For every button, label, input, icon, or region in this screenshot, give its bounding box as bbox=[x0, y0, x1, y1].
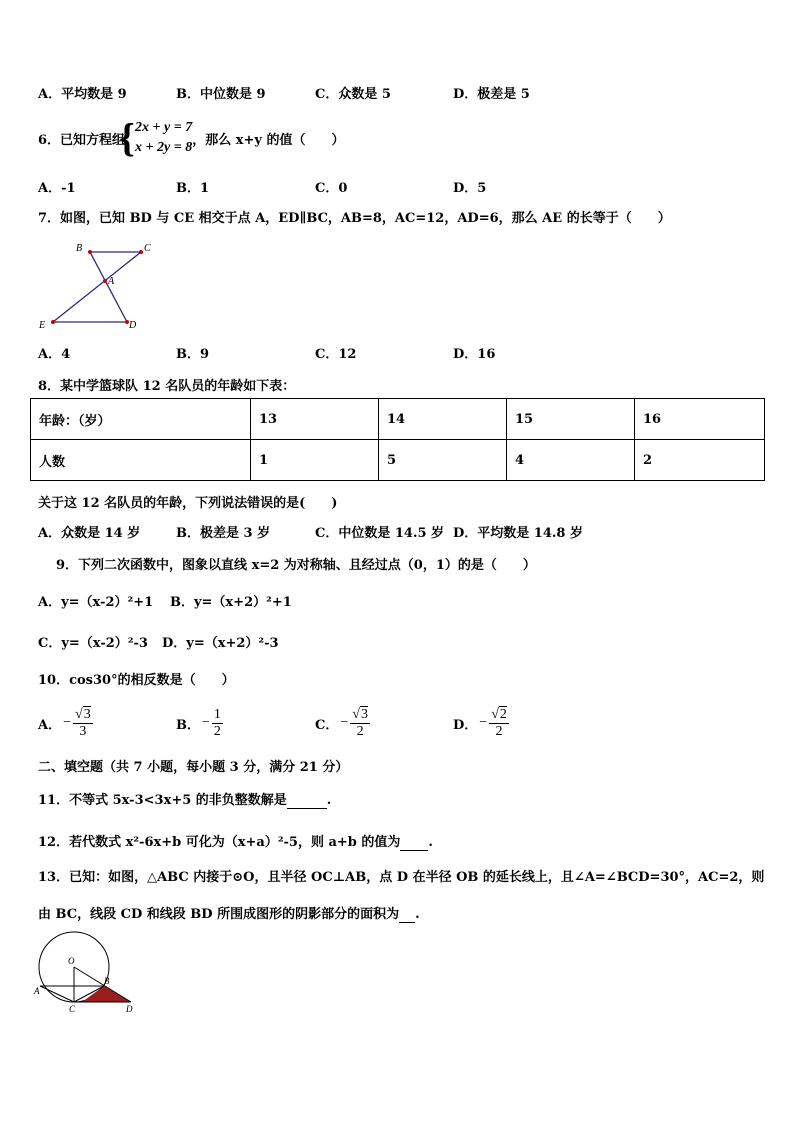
option-label: B． bbox=[176, 717, 200, 733]
q5-option-d: D．极差是 5 bbox=[453, 87, 530, 102]
q9-option-c: C．y=（x-2）²-3 bbox=[38, 636, 148, 651]
q13-end: . bbox=[415, 907, 420, 922]
question-7-text: 7．如图，已知 BD 与 CE 相交于点 A，ED∥BC，AB=8，AC=12，AD=6，那么 AE 的长等于（ ） bbox=[38, 211, 671, 226]
q5-option-c: C．众数是 5 bbox=[315, 87, 391, 102]
numerator: 3 bbox=[83, 707, 91, 722]
table-cell: 14 bbox=[379, 399, 507, 440]
q9-option-b: B．y=（x+2）²+1 bbox=[170, 595, 292, 610]
q7-option-d: D．16 bbox=[453, 347, 496, 362]
q13-text: 由 BC，线段 CD 和线段 BD 所围成图形的阴影部分的面积为 bbox=[38, 907, 400, 922]
denominator: 2 bbox=[495, 724, 503, 739]
q12-end: . bbox=[428, 835, 433, 850]
q7-option-b: B．9 bbox=[176, 347, 210, 362]
sqrt-icon: √ bbox=[75, 707, 83, 722]
label-d: D bbox=[129, 320, 137, 331]
q9-option-a: A．y=（x-2）²+1 bbox=[38, 595, 154, 610]
q6-prefix: 6．已知方程组 bbox=[38, 132, 126, 148]
label-c: C bbox=[69, 1004, 76, 1014]
sqrt-icon: √ bbox=[491, 707, 499, 722]
table-cell: 1 bbox=[251, 440, 379, 481]
label-a: A bbox=[108, 276, 115, 287]
q13-figure bbox=[34, 930, 139, 1014]
point-c bbox=[139, 250, 143, 254]
q6-option-a: A．-1 bbox=[38, 181, 76, 196]
question-6 bbox=[38, 115, 345, 160]
numerator: 2 bbox=[499, 707, 507, 722]
q13-line2 bbox=[38, 903, 420, 923]
q13-line1: 13．已知：如图，△ABC 内接于⊙O，且半径 OC⊥AB，点 D 在半径 OB 的延长线上，且∠A=∠BCD=30°，AC=2，则 bbox=[38, 870, 765, 885]
table-cell: 5 bbox=[379, 440, 507, 481]
table-cell: 16 bbox=[635, 399, 765, 440]
table-cell: 15 bbox=[507, 399, 635, 440]
section-2-heading: 二、填空题（共 7 小题，每小题 3 分，满分 21 分） bbox=[38, 760, 349, 775]
numerator: 1 bbox=[213, 706, 221, 722]
fraction bbox=[212, 707, 223, 740]
segment-bd bbox=[90, 252, 127, 322]
q6-equation-system bbox=[119, 115, 193, 160]
denominator: 3 bbox=[79, 724, 87, 739]
option-label: C． bbox=[315, 717, 339, 733]
table-cell: 2 bbox=[635, 440, 765, 481]
q10-option-c bbox=[315, 703, 370, 743]
label-e: E bbox=[39, 320, 46, 331]
q6-eq1: 2x + y = 7 bbox=[135, 120, 193, 135]
q8-option-c: C．中位数是 14.5 岁 bbox=[315, 526, 445, 541]
label-c: C bbox=[144, 243, 151, 254]
q11-end: . bbox=[326, 793, 332, 808]
point-e bbox=[51, 320, 55, 324]
q10-option-b bbox=[176, 703, 223, 743]
table-cell: 人数 bbox=[31, 440, 251, 481]
q7-figure bbox=[35, 238, 151, 333]
q8-option-a: A．众数是 14 岁 bbox=[38, 526, 141, 541]
question-11 bbox=[38, 789, 331, 809]
q6-option-d: D．5 bbox=[453, 181, 487, 196]
question-9-text: 9．下列二次函数中，图象以直线 x=2 为对称轴、且经过点（0，1）的是（ ） bbox=[56, 558, 536, 573]
q8-after-text: 关于这 12 名队员的年龄，下列说法错误的是( ) bbox=[38, 496, 338, 511]
q7-option-a: A．4 bbox=[38, 347, 71, 362]
fraction bbox=[73, 706, 93, 740]
q6-option-c: C．0 bbox=[315, 181, 348, 196]
segment-ce bbox=[53, 252, 141, 322]
table-row bbox=[31, 399, 765, 440]
table-row bbox=[31, 440, 765, 481]
minus-sign: − bbox=[63, 715, 71, 730]
table-cell: 13 bbox=[251, 399, 379, 440]
q10-option-a bbox=[38, 703, 93, 743]
q8-option-b: B．极差是 3 岁 bbox=[176, 526, 271, 541]
answer-blank bbox=[399, 907, 415, 923]
minus-sign: − bbox=[340, 715, 349, 730]
question-8-text: 8．某中学篮球队 12 名队员的年龄如下表： bbox=[38, 379, 296, 394]
point-b bbox=[88, 250, 92, 254]
q12-text: 12．若代数式 x²-6x+b 可化为（x+a）²-5，则 a+b 的值为 bbox=[38, 835, 401, 850]
sqrt-icon: √ bbox=[352, 707, 360, 722]
denominator: 2 bbox=[213, 723, 221, 739]
q10-option-d bbox=[453, 703, 509, 743]
answer-blank bbox=[400, 835, 428, 851]
label-a: A bbox=[34, 986, 40, 996]
q8-option-d: D．平均数是 14.8 岁 bbox=[453, 526, 583, 541]
denominator: 2 bbox=[356, 724, 364, 739]
q6-eq2: x + 2y = 8 bbox=[135, 140, 193, 155]
option-label: D． bbox=[453, 717, 478, 733]
answer-blank bbox=[287, 793, 327, 809]
table-cell: 年龄：（岁） bbox=[31, 399, 251, 440]
q7-option-c: C．12 bbox=[315, 347, 357, 362]
q5-option-b: B．中位数是 9 bbox=[176, 87, 266, 102]
q11-text: 11．不等式 5x-3<3x+5 的非负整数解是 bbox=[38, 793, 287, 808]
brace-icon: { bbox=[119, 115, 135, 160]
age-table bbox=[30, 398, 765, 481]
segment-ac bbox=[40, 986, 74, 1002]
question-10-text: 10．cos30°的相反数是（ ） bbox=[38, 673, 235, 688]
numerator: 3 bbox=[360, 707, 368, 722]
label-o: O bbox=[68, 956, 75, 966]
label-d: D bbox=[126, 1004, 133, 1014]
q6-option-b: B．1 bbox=[176, 181, 210, 196]
label-b: B bbox=[76, 243, 83, 254]
point-a bbox=[103, 279, 107, 283]
minus-sign: − bbox=[479, 715, 488, 730]
fraction bbox=[350, 706, 370, 740]
q5-option-a: A．平均数是 9 bbox=[38, 87, 127, 102]
question-12 bbox=[38, 831, 433, 851]
fraction bbox=[489, 706, 509, 740]
label-b: B bbox=[104, 976, 110, 986]
q9-option-d: D．y=（x+2）²-3 bbox=[162, 636, 279, 651]
q6-suffix: ，那么 x+y 的值（ ） bbox=[192, 132, 345, 148]
option-label: A． bbox=[38, 717, 62, 733]
table-cell: 4 bbox=[507, 440, 635, 481]
minus-sign: − bbox=[202, 715, 210, 730]
